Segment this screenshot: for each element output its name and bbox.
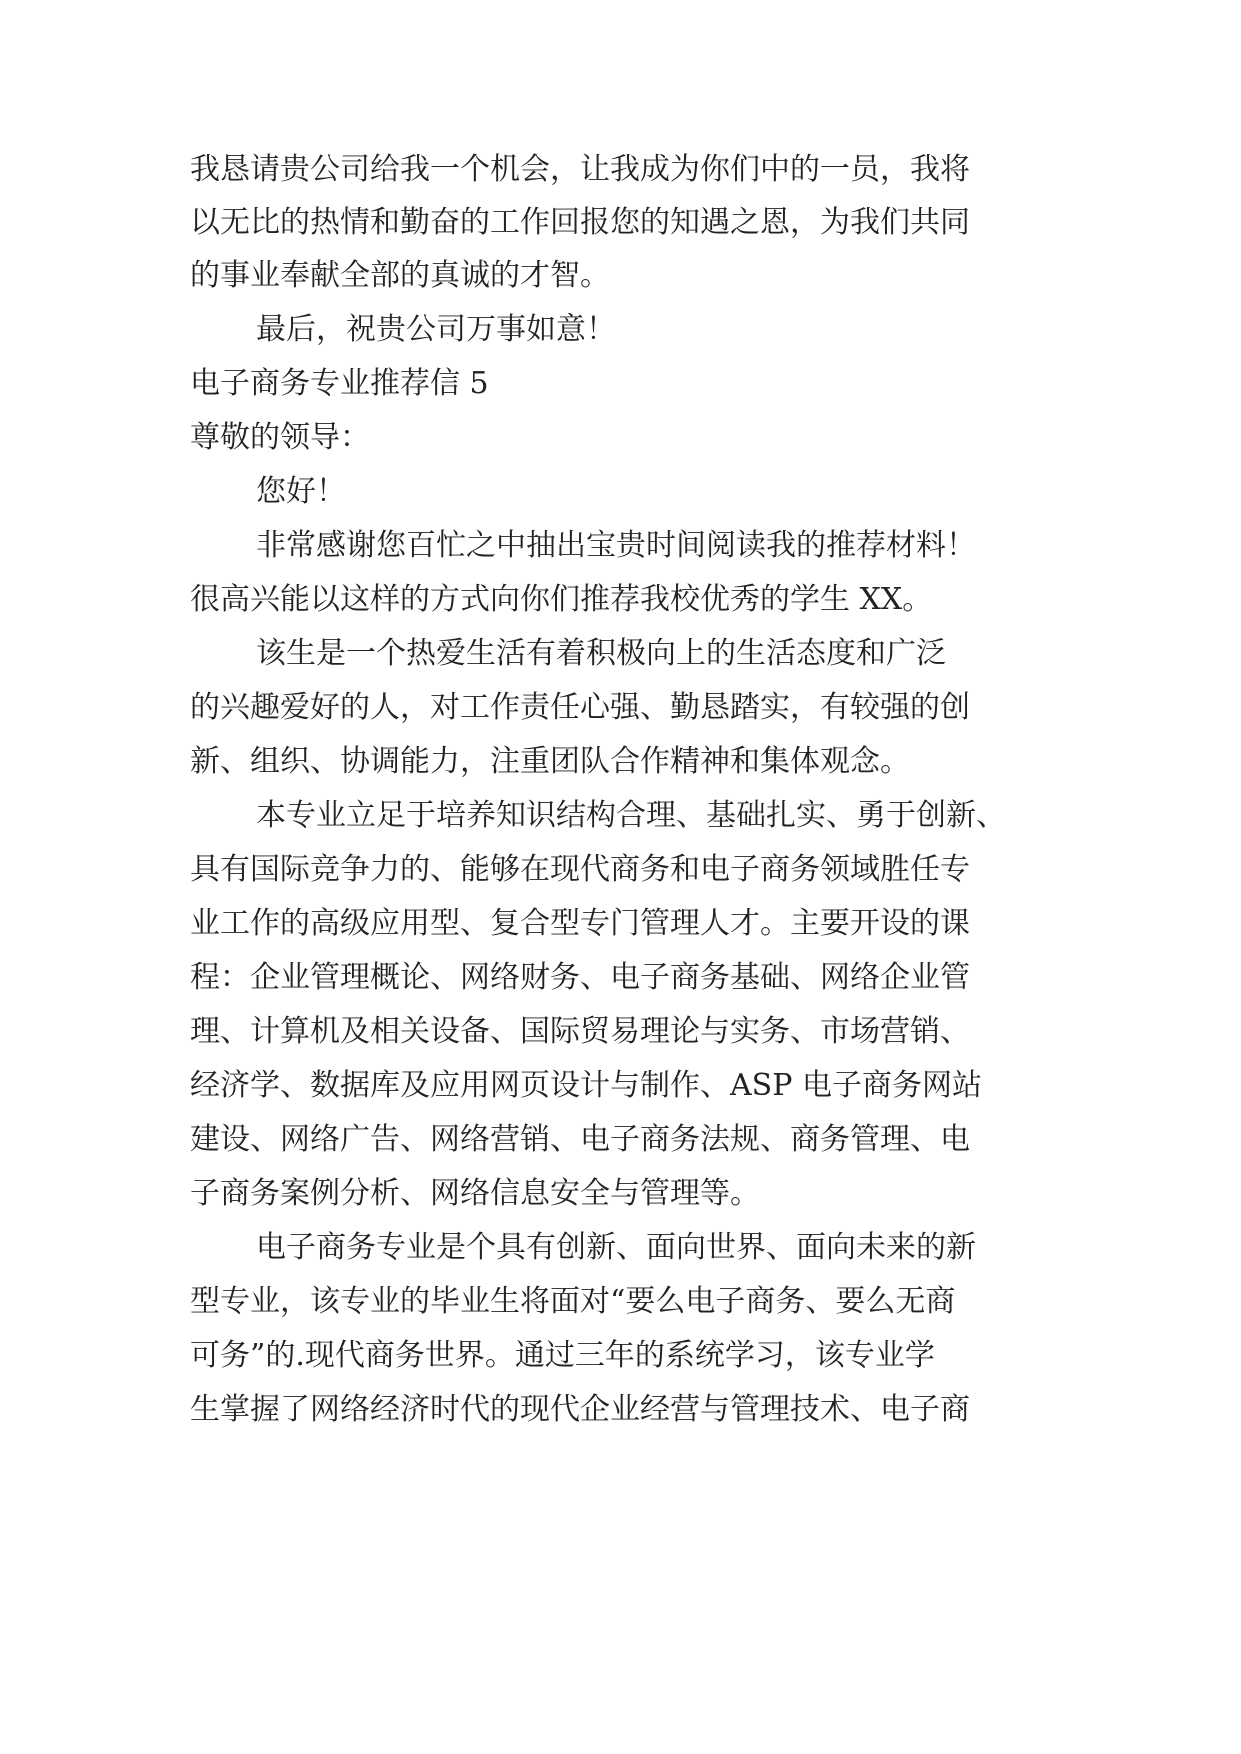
paragraph-line: 子商务案例分析、网络信息安全与管理等。	[190, 1176, 760, 1211]
paragraph-line: 很高兴能以这样的方式向你们推荐我校优秀的学生 XX。	[190, 582, 933, 617]
paragraph-line: 经济学、数据库及应用网页设计与制作、ASP 电子商务网站	[190, 1068, 982, 1103]
paragraph-line: 生掌握了网络经济时代的现代企业经营与管理技术、电子商	[190, 1392, 970, 1427]
paragraph-line: 可务”的.现代商务世界。通过三年的系统学习，该专业学	[190, 1338, 935, 1373]
paragraph-line: 的兴趣爱好的人，对工作责任心强、勤恳踏实，有较强的创	[190, 690, 970, 725]
paragraph-line: 本专业立足于培养知识结构合理、基础扎实、勇于创新、	[256, 798, 1006, 833]
paragraph-line: 的事业奉献全部的真诚的才智。	[190, 258, 610, 293]
paragraph-line: 具有国际竞争力的、能够在现代商务和电子商务领域胜任专	[190, 852, 970, 887]
paragraph-line: 电子商务专业是个具有创新、面向世界、面向未来的新	[256, 1230, 976, 1265]
paragraph-line: 以无比的热情和勤奋的工作回报您的知遇之恩，为我们共同	[190, 205, 970, 240]
paragraph-line: 业工作的高级应用型、复合型专门管理人才。主要开设的课	[190, 906, 970, 941]
paragraph-line: 型专业，该专业的毕业生将面对“要么电子商务、要么无商	[190, 1284, 956, 1319]
paragraph-line: 程：企业管理概论、网络财务、电子商务基础、网络企业管	[190, 960, 970, 995]
paragraph-line: 我恳请贵公司给我一个机会，让我成为你们中的一员，我将	[190, 152, 970, 187]
salutation: 尊敬的领导：	[190, 420, 370, 455]
paragraph-line: 建设、网络广告、网络营销、电子商务法规、商务管理、电	[190, 1122, 970, 1157]
section-title: 电子商务专业推荐信 5	[190, 366, 489, 401]
paragraph-line: 非常感谢您百忙之中抽出宝贵时间阅读我的推荐材料！	[256, 528, 976, 563]
greeting: 您好！	[256, 474, 346, 509]
paragraph-line: 该生是一个热爱生活有着积极向上的生活态度和广泛	[256, 636, 946, 671]
paragraph-line: 理、计算机及相关设备、国际贸易理论与实务、市场营销、	[190, 1014, 970, 1049]
closing-wish: 最后，祝贵公司万事如意！	[256, 312, 616, 347]
paragraph-line: 新、组织、协调能力，注重团队合作精神和集体观念。	[190, 744, 910, 779]
